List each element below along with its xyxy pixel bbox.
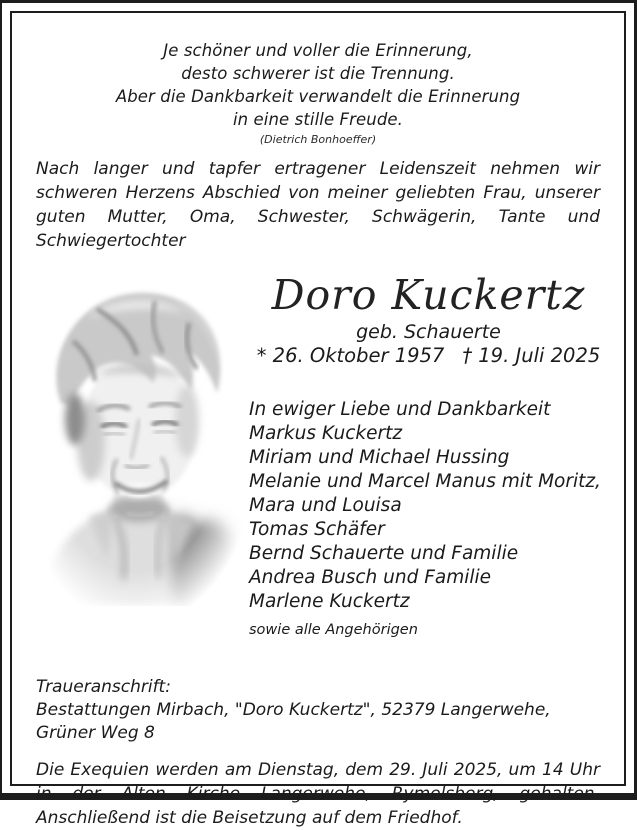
mourner-line: Melanie und Marcel Manus mit Moritz, <box>249 471 601 492</box>
deceased-name: Doro Kuckertz <box>271 271 586 319</box>
mourners-heading: In ewiger Liebe und Dankbarkeit <box>249 399 551 420</box>
intro-paragraph: Nach langer und tapfer ertragener Leidenszeit nehmen wir schweren Herzens Abschied von meiner geliebten Frau, unserer guten Mutter, Oma, Schwester, Schwägerin, Tante und Schwiegertochter <box>36 159 600 251</box>
mourning-address-label: Traueranschrift: <box>36 677 171 697</box>
mourner-line: Miriam und Michael Hussing <box>249 447 510 468</box>
mourning-address-line: Bestattungen Mirbach, "Doro Kuckertz", 52379 Langerwehe, Grüner Weg 8 <box>36 700 551 743</box>
death-date: † 19. Juli 2025 <box>462 344 601 367</box>
mourner-line: Bernd Schauerte und Familie <box>249 543 519 564</box>
mourner-line: Markus Kuckertz <box>249 423 403 444</box>
quote-line: desto schwerer ist die Trennung. <box>181 64 455 83</box>
life-dates <box>249 344 608 368</box>
quote-line: Aber die Dankbarkeit verwandelt die Erinnerung <box>115 87 521 106</box>
portrait-photo <box>27 271 245 606</box>
mourner-line: Tomas Schäfer <box>249 519 385 540</box>
quote-line: Je schöner und voller die Erinnerung, <box>163 41 473 60</box>
mourner-line: Andrea Busch und Familie <box>249 567 492 588</box>
mourners-list <box>249 398 608 640</box>
inner-frame <box>10 11 626 828</box>
deceased-info-column <box>245 271 624 640</box>
main-section <box>12 271 624 640</box>
quote-line: in eine stille Freude. <box>232 110 404 129</box>
quote-block <box>12 39 624 131</box>
maiden-name: geb. Schauerte <box>356 321 501 343</box>
funeral-service-paragraph: Die Exequien werden am Dienstag, dem 29. Juli 2025, um 14 Uhr in der Alten Kirche Langerwehe, Rymelsberg, gehalten. Anschließend ist die Beisetzung auf dem Friedhof. <box>36 760 600 828</box>
birth-date: * 26. Oktober 1957 <box>256 344 445 367</box>
mourner-line: Mara und Louisa <box>249 495 402 516</box>
portrait-illustration <box>27 271 245 606</box>
mourners-footer: sowie alle Angehörigen <box>249 622 418 638</box>
mourner-line: Marlene Kuckertz <box>249 591 410 612</box>
mourning-address-block <box>36 676 600 745</box>
quote-attribution: (Dietrich Bonhoeffer) <box>259 133 377 146</box>
